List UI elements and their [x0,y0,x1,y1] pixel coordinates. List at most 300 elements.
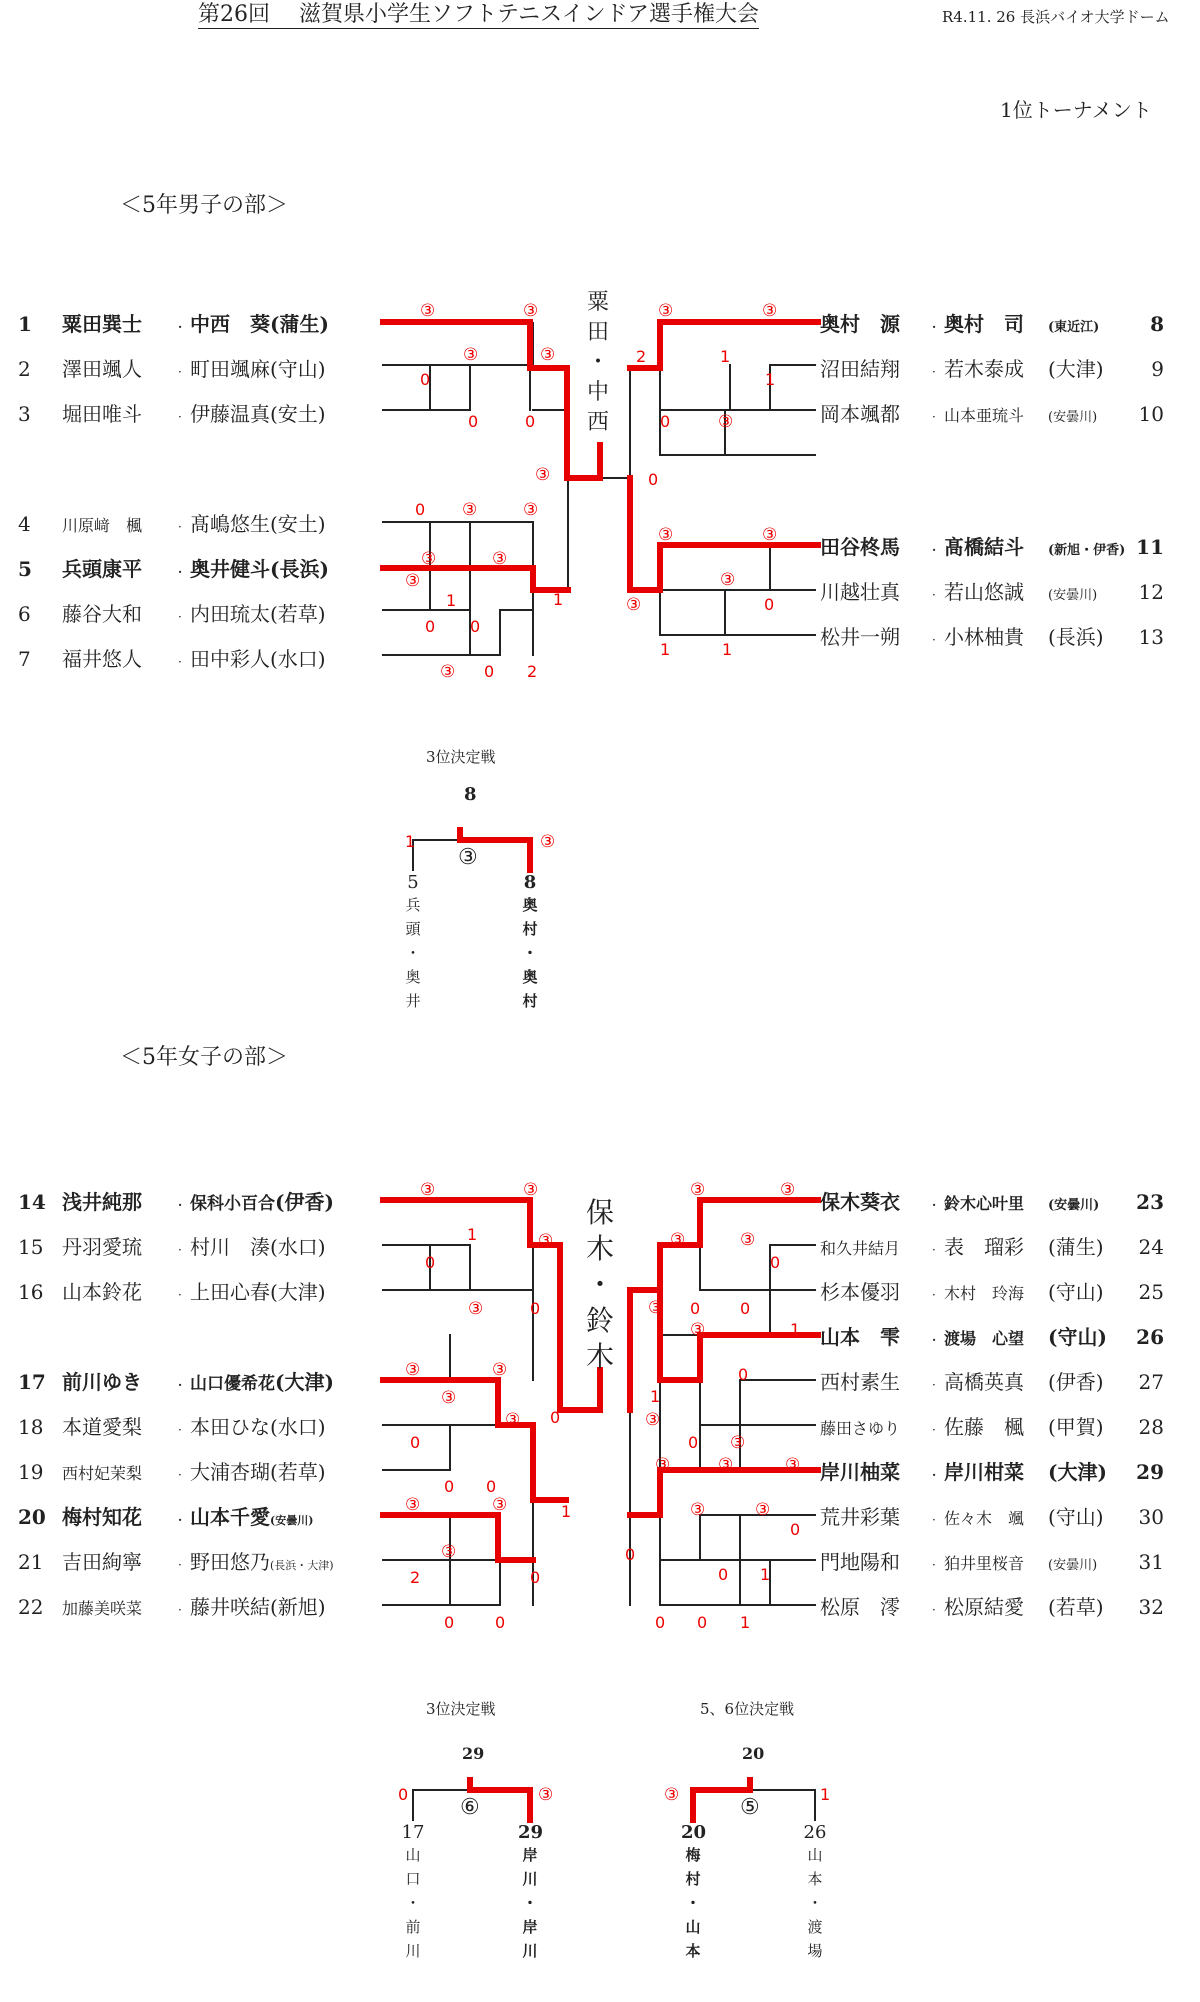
separator: · [932,320,937,334]
entry-number: 25 [1138,1280,1164,1304]
player-b: 若木泰成 [944,357,1024,381]
boys-third-score: ③ [458,845,478,870]
game-score: ③ [523,1180,539,1200]
entry-number: 26 [1136,1325,1164,1349]
player-b: 鈴木心叶里 [944,1194,1025,1213]
game-score: ③ [658,301,674,321]
name-char: 川 [522,1942,538,1960]
player-b: 藤井咲結 [190,1595,270,1619]
game-score: ③ [535,465,551,485]
game-score: 1 [820,1785,831,1804]
name-char: 山 [807,1846,823,1864]
player-a: 杉本優羽 [820,1280,900,1304]
player-b: 髙嶋悠生 [190,512,270,536]
player-a: 吉田絢寧 [62,1550,142,1574]
player-a: 兵頭康平 [62,557,142,581]
name-char: 山 [405,1846,421,1864]
game-score: ③ [648,1298,664,1318]
entry-number: 5 [407,872,419,893]
separator: · [178,610,182,624]
name-char: 村 [522,920,538,938]
name-char: 本 [807,1870,823,1888]
boys-third-winner: 8 [464,784,477,805]
game-score: 0 [410,1433,421,1452]
entry-number: 9 [1151,357,1164,381]
player-b: 奥村 司 [944,312,1024,336]
name-char: ・ [522,944,538,962]
club: (安曇川) [1048,1198,1100,1213]
player-b: 小林柚貴 [944,625,1024,649]
game-score: 0 [740,1299,751,1318]
club: (伊香) [1048,1370,1104,1394]
separator: · [932,1423,936,1437]
separator: · [178,410,182,424]
name-char: 川 [522,1870,538,1888]
entry-number: 20 [18,1505,46,1529]
entry-number: 17 [401,1822,425,1843]
game-score: 2 [527,662,538,681]
separator: · [932,1198,937,1212]
player-b: 内田琉太 [190,602,270,626]
player-a: 荒井彩葉 [820,1505,900,1529]
club: (大津) [1048,1460,1107,1484]
separator: · [932,543,937,557]
club: (若草) [1048,1595,1104,1619]
game-score: ③ [441,1542,457,1562]
game-score: 0 [764,595,775,614]
name-char: 村 [522,992,538,1010]
player-a: 松原 澪 [820,1595,900,1619]
separator: · [932,1513,936,1527]
player-a: 松井一朔 [820,625,900,649]
game-score: ③ [463,345,479,365]
club: (安土) [270,512,326,536]
club: (伊香) [275,1190,334,1214]
girls-third-score: ⑥ [460,1795,480,1820]
club: (大津) [270,1280,326,1304]
name-char: ・ [685,1894,701,1912]
player-a: 門地陽和 [820,1550,900,1574]
game-score: ③ [505,1410,521,1430]
player-a: 藤谷大和 [62,602,142,626]
club: (守山) [1048,1325,1107,1349]
player-b: 山本亜琉斗 [944,406,1025,425]
game-score: 0 [398,1785,409,1804]
player-b: 渡場 心望 [944,1329,1025,1348]
club: (水口) [270,1235,326,1259]
girls-champion: 保 木 ・ 鈴 木 [585,1196,614,1373]
game-score: 0 [525,412,536,431]
name-char: ・ [405,944,421,962]
game-score: 1 [446,591,457,610]
name-char: 村 [685,1870,701,1888]
separator: · [178,1378,183,1392]
player-a: 藤田さゆり [820,1419,901,1438]
entry-number: 3 [18,402,31,426]
boys-third-title: 3位決定戦 [426,748,496,766]
girls-third-winner: 29 [462,1744,485,1763]
player-a: 岸川柚菜 [820,1460,900,1484]
player-a: 川越壮真 [820,580,900,604]
entry-number: 27 [1138,1370,1164,1394]
entry-number: 16 [18,1280,44,1304]
entry-number: 30 [1138,1505,1164,1529]
separator: · [178,1603,182,1617]
player-b: 上田心春 [190,1280,270,1304]
separator: · [178,1558,182,1572]
separator: · [178,1423,182,1437]
separator: · [178,365,182,379]
name-char: 井 [405,992,421,1010]
entry-number: 18 [18,1415,44,1439]
game-score: 2 [410,1568,421,1587]
game-score: ③ [523,500,539,520]
entry-number: 29 [518,1822,544,1843]
player-a: 沼田結翔 [820,357,900,381]
game-score: 0 [530,1568,541,1587]
player-b: 岸川柑菜 [944,1460,1024,1484]
game-score: 0 [444,1613,455,1632]
page-title: 第26回 滋賀県小学生ソフトテニスインドア選手権大会 [198,2,760,27]
game-score: 0 [655,1613,666,1632]
player-a: 梅村知花 [62,1505,142,1529]
entry-number: 14 [18,1190,46,1214]
name-char: 梅 [685,1846,701,1864]
game-score: 0 [688,1433,699,1452]
name-char: ・ [807,1894,823,1912]
player-a: 丹羽愛琉 [62,1235,142,1259]
player-a: 本道愛梨 [62,1415,142,1439]
player-b: 狛井里桜音 [944,1554,1025,1573]
separator: · [932,1288,936,1302]
game-score: 1 [561,1502,572,1521]
game-score: ③ [655,1455,671,1475]
name-char: 山 [685,1918,701,1936]
player-b: 若山悠誠 [944,580,1024,604]
player-a: 田谷柊馬 [820,535,900,559]
player-b: 中西 葵 [190,312,270,336]
placement-entry [803,1822,827,1963]
club: (守山) [1048,1280,1104,1304]
name-char: 奥 [522,968,538,986]
player-a: 西村妃茉梨 [62,1464,143,1483]
player-a: 前川ゆき [62,1370,142,1394]
player-b: 田中彩人 [190,647,270,671]
game-score: ③ [664,1785,680,1805]
game-score: ③ [670,1230,686,1250]
name-char: 渡 [807,1918,823,1936]
placement-entry [518,872,542,1013]
player-b: 村川 湊 [190,1235,270,1259]
name-char: 頭 [405,920,421,938]
player-b: 大浦杏瑚 [190,1460,270,1484]
placement-entry [401,1822,425,1963]
club: (若草) [270,1460,326,1484]
game-score: 0 [425,617,436,636]
game-score: 0 [718,1565,729,1584]
game-score: 0 [468,412,479,431]
game-score: 1 [722,640,733,659]
game-score: ③ [462,500,478,520]
game-score: ③ [690,1500,706,1520]
player-a: 澤田颯人 [62,357,142,381]
entry-number: 24 [1138,1235,1164,1259]
entry-number: 23 [1136,1190,1164,1214]
game-score: ③ [540,832,556,852]
entry-number: 17 [18,1370,46,1394]
game-score: ③ [421,549,437,569]
player-a: 福井悠人 [62,647,142,671]
entry-number: 1 [18,312,32,336]
club: (安土) [270,402,326,426]
game-score: 0 [790,1520,801,1539]
club: (長浜) [270,557,329,581]
entry-number: 31 [1138,1550,1164,1574]
game-score: ③ [492,1360,508,1380]
club: (長浜) [1048,625,1104,649]
separator: · [178,320,183,334]
game-score: 1 [405,832,416,851]
game-score: 0 [495,1613,506,1632]
player-b: 木村 玲海 [944,1284,1025,1303]
bracket-type: 1位トーナメント [1000,98,1152,122]
player-b: 奥井健斗 [190,557,270,581]
game-score: 0 [550,1408,561,1427]
club: (新旭・伊香) [1048,543,1126,558]
game-score: ③ [730,1433,746,1453]
game-score: ③ [523,301,539,321]
game-score: ③ [420,1180,436,1200]
entry-number: 8 [1150,312,1164,336]
game-score: 0 [660,412,671,431]
game-score: 1 [765,370,776,389]
player-b: 佐藤 楓 [944,1415,1024,1439]
name-char: 奥 [522,896,538,914]
game-score: ③ [538,1231,554,1251]
player-a: 浅井純那 [62,1190,142,1214]
club: (蒲生) [270,312,329,336]
player-a: 粟田巽士 [62,312,142,336]
club: (大津) [1048,357,1104,381]
game-score: ③ [405,1495,421,1515]
entry-number: 28 [1138,1415,1164,1439]
game-score: ③ [405,1360,421,1380]
entry-number: 21 [18,1550,44,1574]
game-score: ③ [740,1230,756,1250]
separator: · [932,1603,936,1617]
game-score: ③ [645,1410,661,1430]
game-score: 0 [530,1299,541,1318]
separator: · [178,1513,183,1527]
separator: · [932,1558,936,1572]
club: (水口) [270,1415,326,1439]
player-b: 山本千愛 [190,1505,270,1529]
player-a: 山本鈴花 [62,1280,142,1304]
entry-number: 19 [18,1460,44,1484]
name-char: 場 [807,1942,823,1960]
game-score: ③ [718,1455,734,1475]
game-score: ③ [540,345,556,365]
player-a: 保木葵衣 [820,1190,900,1214]
game-score: 0 [625,1545,636,1564]
game-score: ③ [626,595,642,615]
club: (安曇川) [270,1514,314,1527]
game-score: 1 [720,347,731,366]
game-score: 0 [648,470,659,489]
separator: · [178,565,183,579]
game-score: ③ [658,525,674,545]
game-score: ③ [690,1180,706,1200]
club: (水口) [270,647,326,671]
name-char: 岸 [522,1846,538,1864]
separator: · [932,410,936,424]
separator: · [178,655,182,669]
club: (新旭) [270,1595,326,1619]
player-b: 表 瑠彩 [944,1235,1024,1259]
entry-number: 32 [1138,1595,1164,1619]
club: (東近江) [1048,320,1100,335]
game-score: ③ [762,525,778,545]
girls-section-title: ＜5年女子の部＞ [120,1045,288,1070]
entry-number: 7 [18,647,31,671]
player-a: 岡本颯都 [820,402,900,426]
separator: · [178,1288,182,1302]
separator: · [932,1378,936,1392]
separator: · [178,520,182,534]
entry-number: 13 [1138,625,1164,649]
entry-number: 11 [1136,535,1164,559]
player-a: 山本 雫 [820,1325,900,1349]
club: (安曇川) [1048,410,1098,425]
game-score: ③ [440,662,456,682]
player-a: 和久井結月 [820,1239,901,1258]
name-char: 兵 [405,896,421,914]
separator: · [932,1468,937,1482]
entry-number: 29 [1136,1460,1164,1484]
event-date-venue: R4.11. 26 長浜バイオ大学ドーム [942,8,1170,26]
name-char: 岸 [522,1918,538,1936]
club: (守山) [1048,1505,1104,1529]
club: (守山) [270,357,326,381]
player-b: 髙橋結斗 [944,535,1024,559]
name-char: 川 [405,1942,421,1960]
player-a: 堀田唯斗 [62,402,142,426]
player-b: 松原結愛 [944,1595,1024,1619]
entry-number: 22 [18,1595,44,1619]
entry-number: 5 [18,557,32,581]
separator: · [178,1243,182,1257]
name-char: 口 [405,1870,421,1888]
name-char: 本 [685,1942,701,1960]
separator: · [178,1198,183,1212]
game-score: ③ [755,1500,771,1520]
player-b: 高橋英真 [944,1370,1024,1394]
boys-champion: 粟 田 ・ 中 西 [586,290,609,435]
game-score: ③ [441,1388,457,1408]
entry-number: 8 [523,872,537,893]
game-score: ③ [690,1320,706,1340]
entry-number: 10 [1138,402,1164,426]
entry-number: 15 [18,1235,44,1259]
game-score: ③ [718,412,734,432]
player-b: 保科小百合 [190,1194,275,1214]
club: (若草) [270,602,326,626]
club: (大津) [275,1370,334,1394]
player-a: 加藤美咲菜 [62,1599,143,1618]
club: (安曇川) [1048,588,1098,603]
game-score: ③ [720,570,736,590]
game-score: 1 [760,1565,771,1584]
girls-fifth-title: 5、6位決定戦 [700,1700,795,1718]
game-score: 1 [553,590,564,609]
game-score: 1 [660,640,671,659]
separator: · [932,1243,936,1257]
game-score: 0 [486,1477,497,1496]
placement-entry [681,1822,705,1963]
game-score: ③ [420,301,436,321]
game-score: 0 [444,1477,455,1496]
game-score: 0 [470,617,481,636]
entry-number: 2 [18,357,31,381]
name-char: ・ [522,1894,538,1912]
game-score: 0 [697,1613,708,1632]
player-b: 山口優希花 [190,1374,275,1394]
entry-number: 6 [18,602,31,626]
game-score: 1 [467,1225,478,1244]
game-score: ③ [468,1299,484,1319]
player-a: 川原﨑 楓 [62,516,143,535]
club: (安曇川) [1048,1558,1098,1573]
name-char: 奥 [405,968,421,986]
game-score: 0 [415,500,426,519]
girls-third-title: 3位決定戦 [426,1700,496,1718]
club: (甲賀) [1048,1415,1104,1439]
separator: · [932,588,936,602]
entry-number: 4 [18,512,31,536]
player-b: 町田颯麻 [190,357,270,381]
game-score: 0 [738,1365,749,1384]
club: (蒲生) [1048,1235,1104,1259]
separator: · [932,365,936,379]
girls-fifth-score: ⑤ [740,1795,760,1820]
separator: · [932,1333,937,1347]
entry-number: 26 [803,1822,827,1843]
game-score: ③ [405,571,421,591]
player-a: 西村素生 [820,1370,900,1394]
entry-number: 20 [681,1822,707,1843]
girls-fifth-winner: 20 [742,1744,765,1763]
player-b: 伊藤温真 [190,402,270,426]
game-score: 0 [420,370,431,389]
game-score: ③ [492,549,508,569]
game-score: 1 [650,1387,661,1406]
game-score: ③ [538,1785,554,1805]
game-score: 0 [690,1299,701,1318]
name-char: 前 [405,1918,421,1936]
game-score: ③ [785,1455,801,1475]
game-score: 0 [425,1253,436,1272]
player-b: 野田悠乃 [190,1550,270,1574]
placement-entry [401,872,425,1013]
game-score: 0 [770,1253,781,1272]
placement-entry [518,1822,542,1963]
game-score: 0 [484,662,495,681]
separator: · [178,1468,182,1482]
boys-section-title: ＜5年男子の部＞ [120,193,288,218]
game-score: 2 [636,347,647,366]
game-score: ③ [492,1495,508,1515]
game-score: 1 [790,1320,801,1339]
